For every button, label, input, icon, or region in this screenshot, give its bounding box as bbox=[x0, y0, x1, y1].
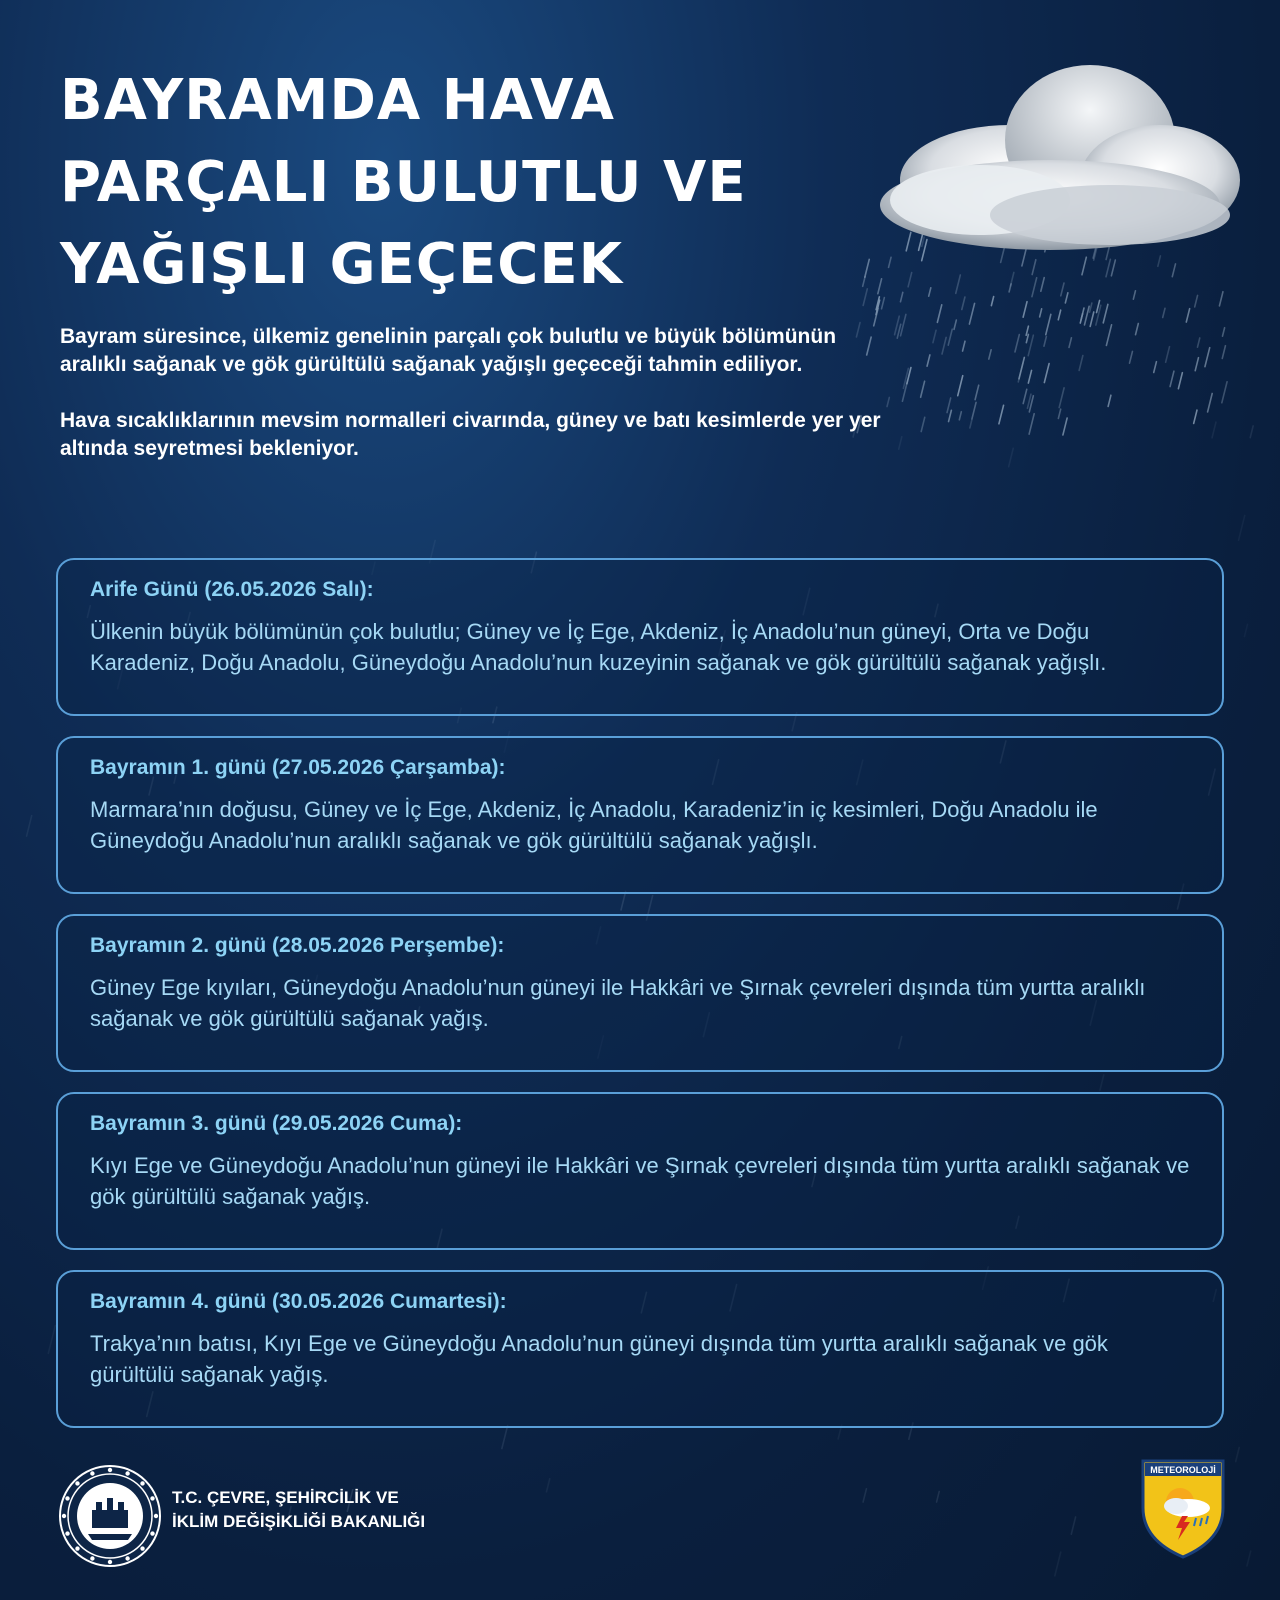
forecast-list bbox=[56, 558, 1224, 1448]
ministry-line-1: T.C. ÇEVRE, ŞEHİRCİLİK VE bbox=[172, 1488, 399, 1507]
rain-drop bbox=[1071, 1517, 1075, 1534]
forecast-card-day-3 bbox=[56, 1092, 1224, 1250]
cloud-rain-icon bbox=[860, 30, 1260, 440]
intro-paragraph-1: Bayram süresince, ülkemiz genelinin parçalı çok bulutlu ve büyük bölümünün aralıklı sağanak ve gök gürültülü sağanak yağışlı geçeceği tahmin ediliyor. bbox=[60, 325, 837, 376]
seal-star bbox=[65, 1531, 69, 1535]
seal-star bbox=[125, 1556, 129, 1560]
intro-text bbox=[60, 323, 900, 491]
ministry-seal-icon bbox=[58, 1464, 162, 1568]
forecast-card-title: Bayramın 1. günü (27.05.2026 Çarşamba): bbox=[90, 756, 506, 779]
forecast-card-day-4 bbox=[56, 1270, 1224, 1428]
rain-drop bbox=[1055, 1552, 1061, 1576]
forecast-card-text: Marmara’nın doğusu, Güney ve İç Ege, Akdeniz, İç Anadolu, Karadeniz’in iç kesimleri, Doğu Anadolu ile Güneydoğu Anadolu’nun aralıklı sağanak ve gök gürültülü sağanak yağışlı. bbox=[90, 797, 1098, 853]
ministry-name bbox=[172, 1486, 425, 1534]
rain-drop bbox=[546, 1479, 549, 1492]
forecast-card-title: Bayramın 4. günü (30.05.2026 Cumartesi): bbox=[90, 1290, 507, 1313]
seal-star bbox=[150, 1531, 154, 1535]
seal-star bbox=[125, 1471, 129, 1475]
rain-drop bbox=[1247, 1551, 1251, 1566]
intro-paragraph-2: Hava sıcaklıklarının mevsim normalleri civarında, güney ve batı kesimlerde yer yer altında seyretmesi bekleniyor. bbox=[60, 409, 881, 460]
rain-drop bbox=[863, 1489, 866, 1502]
title-line-1: BAYRAMDA HAVA bbox=[60, 68, 616, 133]
rain-drop bbox=[1244, 624, 1247, 636]
rain-drop bbox=[1009, 448, 1014, 466]
rain-drop bbox=[27, 816, 32, 836]
title-line-3: YAĞIŞLI GEÇECEK bbox=[60, 232, 623, 297]
seal-star bbox=[154, 1514, 158, 1518]
rain-drop bbox=[48, 1326, 55, 1354]
seal-star bbox=[108, 1468, 112, 1472]
seal-star bbox=[75, 1481, 79, 1485]
seal-star bbox=[65, 1496, 69, 1500]
seal-star bbox=[140, 1481, 144, 1485]
forecast-card-text: Trakya’nın batısı, Kıyı Ege ve Güneydoğu Anadolu’nun güneyi dışında tüm yurtta aralıklı sağanak ve gök gürültülü sağanak yağış. bbox=[90, 1331, 1108, 1387]
seal-star bbox=[75, 1546, 79, 1550]
forecast-card-text: Ülkenin büyük bölümünün çok bulutlu; Güney ve İç Ege, Akdeniz, İç Anadolu’nun güneyi, Orta ve Doğu Karadeniz, Doğu Anadolu, Güneydoğu Anadolu’nun kuzeyinin sağanak ve gök gürültülü sağanak yağışlı. bbox=[90, 619, 1107, 675]
forecast-card-title: Bayramın 2. günü (28.05.2026 Perşembe): bbox=[90, 934, 505, 957]
seal-star bbox=[90, 1556, 94, 1560]
title-line-2: PARÇALI BULUTLU VE bbox=[60, 150, 747, 215]
seal-star bbox=[62, 1514, 66, 1518]
seal-star bbox=[108, 1560, 112, 1564]
rain-drop bbox=[1236, 1447, 1240, 1461]
forecast-card-day-2 bbox=[56, 914, 1224, 1072]
rain-drop bbox=[937, 1491, 940, 1502]
ministry-line-2: İKLİM DEĞİŞİKLİĞİ BAKANLIĞI bbox=[172, 1512, 426, 1531]
forecast-card-arife bbox=[56, 558, 1224, 716]
forecast-card-title: Arife Günü (26.05.2026 Salı): bbox=[90, 578, 374, 601]
seal-star bbox=[140, 1546, 144, 1550]
forecast-card-title: Bayramın 3. günü (29.05.2026 Cuma): bbox=[90, 1112, 463, 1135]
meteoroloji-shield-icon bbox=[1140, 1458, 1226, 1560]
seal-star bbox=[150, 1496, 154, 1500]
forecast-card-text: Kıyı Ege ve Güneydoğu Anadolu’nun güneyi ile Hakkâri ve Şırnak çevreleri dışında tüm yurtta aralıklı sağanak ve gök gürültülü sağanak yağış. bbox=[90, 1153, 1190, 1209]
forecast-card-text: Güney Ege kıyıları, Güneydoğu Anadolu’nun güneyi ile Hakkâri ve Şırnak çevreleri dışında tüm yurtta aralıklı sağanak ve gök gürültülü sağanak yağış. bbox=[90, 975, 1146, 1031]
seal-star bbox=[90, 1471, 94, 1475]
svg-text:METEOROLOJİ: METEOROLOJİ bbox=[1150, 1465, 1216, 1475]
rain-drop bbox=[1239, 515, 1245, 540]
forecast-card-day-1 bbox=[56, 736, 1224, 894]
page-title bbox=[60, 60, 880, 306]
